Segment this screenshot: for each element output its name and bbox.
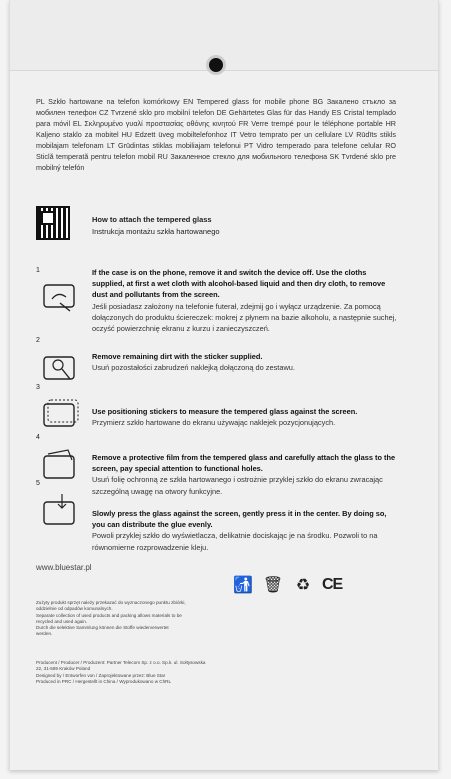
step-number: 2 [36,337,40,344]
weee-bin-icon: 🗑 [262,577,284,594]
producer-line: Producent / Producer / Produzent: Partner Telecom Sp. z o.o. Sp.k. ul. Sołtysowska 22, 31-589 Kraków Poland [36,660,206,672]
language-list: PL Szkło hartowane na telefon komórkowy EN Tempered glass for mobile phone BG Закалено стъкло за мобилен телефон CZ Tvrzené sklo pro mobilní telefon DE Gehärtetes Glas für das Handy ES Cristal templado para móvil EL Σκληρυμένο γυαλί προστασίας οθόνης κινητού FR Verre trempé pour le téléphone portable HR Kaljeno staklo za mobitel HU Edzett üveg mobiltelefonhoz IT Vetro temprato per un cellulare LV Rūdīts stikls mobilajam telefonam LT Grūdintas stiklas mobiliajam telefonui PT Vidro temperado para telefone celular RO Sticlă temperată pentru telefon mobil RU Закаленное стекло для мобильного телефона SK Tvrdené sklo pre mobilný telefón [36,97,396,172]
step-text [92,508,400,553]
press-glass-icon [38,492,82,530]
eco-notice [36,600,186,638]
recycle-icon: ♻ [295,577,311,594]
step-4 [36,434,416,496]
step-text-en: Slowly press the glass against the screen, gently press it in the center. By doing so, you can distribute the glue evenly. [92,509,387,530]
step-text-en: Remove a protective film from the tempered glass and carefully attach the glass to the screen, pay special attention to functional holes. [92,453,396,474]
step-number: 5 [36,480,40,487]
step-text-pl: Przymierz szkło hartowane do ekranu używając naklejek pozycjonujących. [92,418,336,428]
hang-hole [206,55,226,75]
step-text-pl: Usuń folię ochronną ze szkła hartowanego i ostrożnie przyklej szkło do ekranu zwracając szczególną uwagę na otwory funkcyjne. [92,475,383,496]
phone-cleaning-icon [38,279,82,317]
eco-en: Separate collection of used products and packing allows materials to be recycled and used again. [36,612,182,624]
step-text [92,351,400,373]
sticker-icon [38,349,82,387]
step-text-pl: Jeśli posiadasz założony na telefonie futerał, zdejmij go i wyłącz urządzenie. Za pomocą dołączonych do produktu ściereczek: mokrej z płynem na bazie alkoholu, a następnie suchej, oczyść powierzchnię ekranu z kurzu i zanieczyszczeń. [92,301,397,334]
step-text-pl: Usuń pozostałości zabrudzeń naklejką dołączoną do zestawu. [92,363,295,373]
designed-line: Designed by / Entworfen von / Zaprojektowane przez: Blue Star [36,672,166,678]
step-3 [36,384,416,434]
step-text-en: Remove remaining dirt with the sticker supplied. [92,352,263,361]
compliance-icons [232,574,342,596]
heading-en: How to attach the tempered glass [92,215,212,224]
positioning-icon [38,396,82,434]
step-text-en: If the case is on the phone, remove it and switch the device off. Use the cloths supplied, at first a wet cloth with alcohol-based liquid and then dry cloth, to remove dust and pollutants from the screen. [92,268,386,300]
step-number: 3 [36,384,40,391]
eco-de: Durch die selektive Sammlung können die Stoffe wiederverwertet werden. [36,625,169,637]
heading-pl: Instrukcja montażu szkła hartowanego [92,227,220,236]
step-number: 4 [36,434,40,441]
producer-info [36,660,206,685]
produced-line: Produced in PRC / Hergestellt in China / Wyprodukowano w ChRL [36,678,172,684]
step-number: 1 [36,267,40,274]
brand-url[interactable]: www.bluestar.pl [36,563,92,572]
tidyman-icon: 🚮 [233,577,253,594]
step-1 [36,267,416,337]
step-2 [36,337,416,387]
film-removal-icon [38,446,82,484]
qr-code[interactable] [36,206,70,240]
step-text [92,406,400,428]
step-text-en: Use positioning stickers to measure the tempered glass against the screen. [92,407,358,416]
step-text-pl: Powoli przyklej szkło do wyświetlacza, delikatnie dociskając je na środku. Pozwoli to na równomierne rozprowadzenie kleju. [92,531,378,552]
step-5 [36,480,416,552]
ce-mark-icon: CE [322,576,343,593]
eco-pl: Zużyty produkt sprzęt należy przekazać do wyznaczonego punktu zbiórki, oddzielnie od odpadów komunalnych. [36,600,186,612]
instructions-heading [92,214,220,238]
step-text [92,267,400,334]
